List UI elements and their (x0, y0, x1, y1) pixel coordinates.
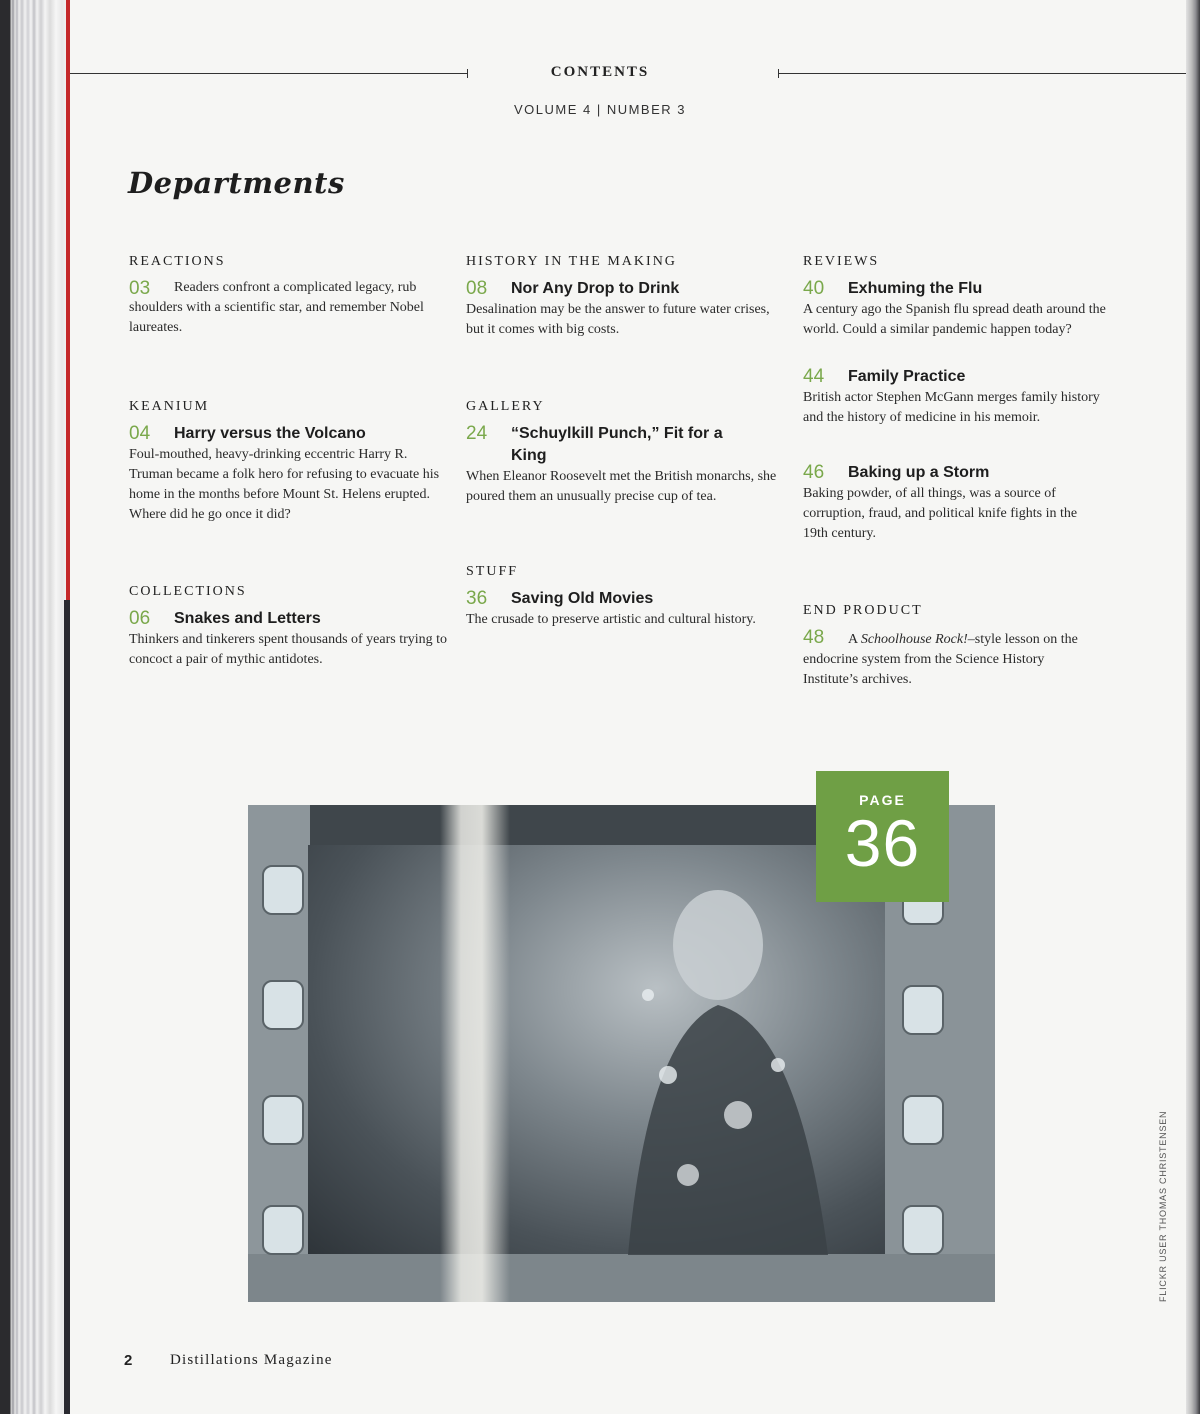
section-heading: END PRODUCT (803, 603, 923, 618)
entry-description: –style lesson on the endocrine system from the Science History Institute’s archives. (803, 632, 1078, 687)
page-number: 40 (803, 278, 825, 299)
sprocket-hole (262, 1205, 304, 1255)
entry-description: The crusade to preserve artistic and cultural history. (466, 612, 756, 627)
section-collections (129, 584, 449, 670)
page-number: 24 (466, 423, 488, 444)
section-gallery (466, 399, 786, 507)
page-number: 44 (803, 366, 825, 387)
section-heading: HISTORY IN THE MAKING (466, 254, 677, 269)
page-number: 04 (129, 423, 151, 444)
entry-description: Readers confront a complicated legacy, rub shoulders with a scientific star, and remember Nobel laureates. (129, 280, 424, 335)
entry-description: A century ago the Spanish flu spread death around the world. Could a similar pandemic happen today? (803, 302, 1106, 337)
section-end-product (803, 603, 1103, 690)
sprocket-hole (902, 1205, 944, 1255)
entry-title: Saving Old Movies (511, 590, 654, 607)
page-number: 06 (129, 608, 151, 629)
entry-title: Nor Any Drop to Drink (511, 280, 680, 297)
contents-title: CONTENTS (550, 64, 650, 80)
page-badge-number: 36 (844, 806, 921, 880)
toc-entry[interactable] (803, 627, 1103, 690)
entry-title: Family Practice (848, 368, 966, 385)
film-figure (588, 875, 848, 1255)
sprocket-hole (902, 985, 944, 1035)
section-stuff (466, 564, 786, 630)
toc-entry[interactable] (466, 278, 786, 340)
folio-page-number: 2 (124, 1352, 133, 1369)
entry-title: Baking up a Storm (848, 464, 990, 481)
section-heading: REACTIONS (129, 254, 226, 269)
section-heading: REVIEWS (803, 254, 880, 269)
entry-description: When Eleanor Roosevelt met the British monarchs, she poured them an unusually precise cup of tea. (466, 469, 777, 504)
page-badge[interactable] (816, 771, 949, 902)
section-heading: COLLECTIONS (129, 584, 247, 599)
toc-entry[interactable] (803, 462, 1113, 544)
section-heading: STUFF (466, 564, 519, 579)
section-history-in-the-making (466, 254, 786, 340)
toc-entry[interactable] (129, 423, 449, 525)
entry-description: Baking powder, of all things, was a source of corruption, fraud, and political knife fights in the 19th century. (803, 486, 1078, 541)
entry-title: “Schuylkill Punch,” Fit for a King (511, 425, 723, 464)
sprocket-hole (262, 865, 304, 915)
right-page-edge (1186, 0, 1200, 1414)
departments-title: Departments (128, 166, 345, 200)
toc-entry[interactable] (803, 366, 1113, 428)
sprocket-hole (262, 1095, 304, 1145)
page-badge-label: PAGE (859, 792, 906, 808)
entry-description-prefix: A (848, 632, 861, 647)
entry-description: Foul-mouthed, heavy-drinking eccentric Harry R. Truman became a folk hero for refusing to evacuate his home in the months before Mount St. Helens erupted. Where did he go once it did? (129, 447, 440, 522)
section-heading: GALLERY (466, 399, 545, 414)
sprocket-hole (902, 1095, 944, 1145)
film-damage-streak (440, 805, 510, 1302)
page-number: 03 (129, 278, 151, 299)
page-number: 46 (803, 462, 825, 483)
page-number: 48 (803, 627, 825, 648)
entry-description: British actor Stephen McGann merges family history and the history of medicine in his memoir. (803, 390, 1100, 425)
toc-entry[interactable] (129, 608, 449, 670)
folio-magazine-name: Distillations Magazine (170, 1352, 333, 1368)
sprocket-hole (262, 980, 304, 1030)
section-keanium (129, 399, 449, 525)
entry-description-italic: Schoolhouse Rock! (860, 632, 968, 647)
page-number: 36 (466, 588, 488, 609)
page-stack-edges (0, 0, 72, 1414)
section-reviews (803, 254, 1113, 544)
entry-description: Thinkers and tinkerers spent thousands of years trying to concoct a pair of mythic antidotes. (129, 632, 448, 667)
section-reactions (129, 254, 449, 338)
toc-entry[interactable] (466, 588, 786, 630)
film-bottom-band (248, 1254, 995, 1302)
section-heading: KEANIUM (129, 399, 210, 414)
toc-entry[interactable] (803, 278, 1113, 340)
entry-description: Desalination may be the answer to future water crises, but it comes with big costs. (466, 302, 770, 337)
entry-title: Exhuming the Flu (848, 280, 983, 297)
toc-entry[interactable] (466, 423, 786, 507)
issue-line: VOLUME 4 | NUMBER 3 (513, 102, 687, 117)
photo-credit: FLICKR USER THOMAS CHRISTENSEN (1158, 1110, 1168, 1302)
page-number: 08 (466, 278, 488, 299)
toc-entry[interactable] (129, 278, 449, 338)
entry-title: Harry versus the Volcano (174, 425, 366, 442)
entry-title: Snakes and Letters (174, 610, 321, 627)
